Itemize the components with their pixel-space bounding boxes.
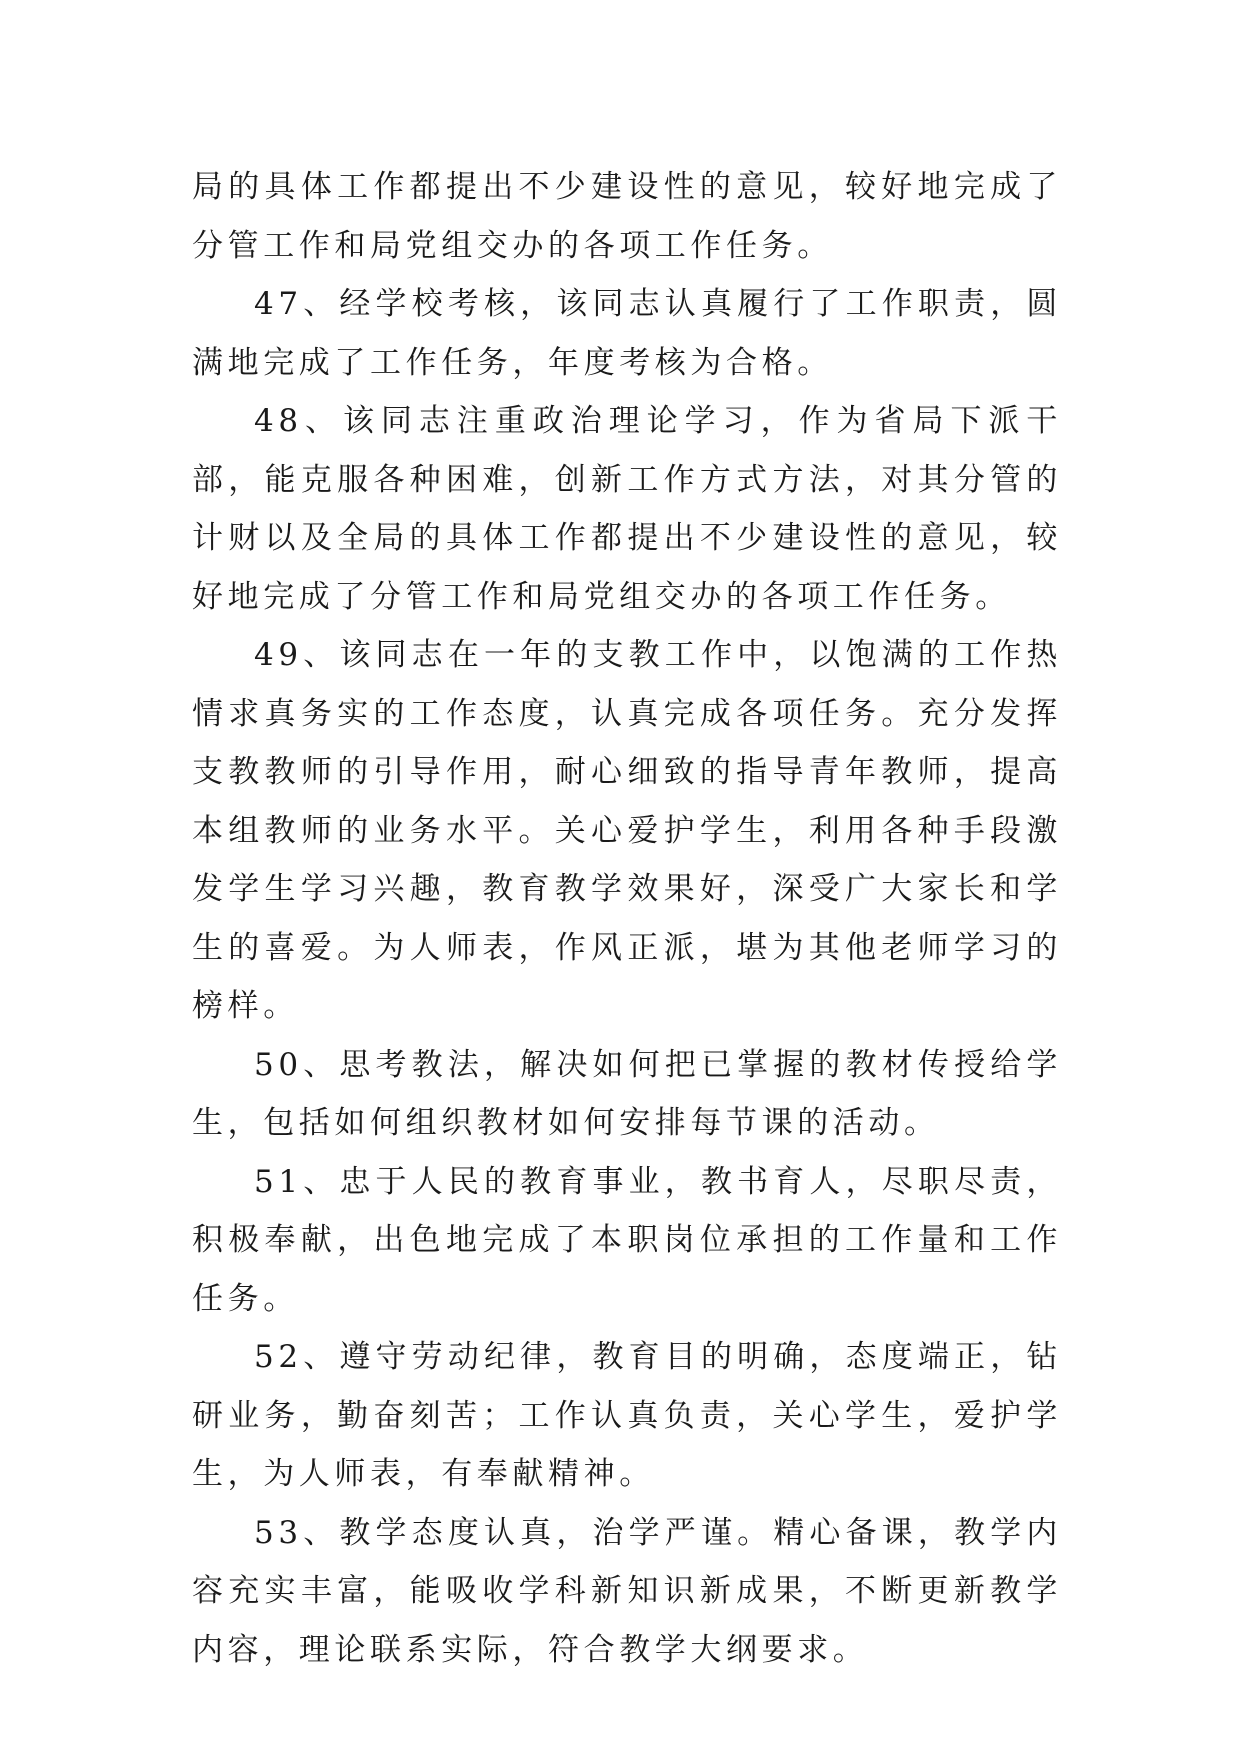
paragraph-48: 48、该同志注重政治理论学习，作为省局下派干部，能克服各种困难，创新工作方式方法，对其分管的计财以及全局的具体工作都提出不少建设性的意见，较好地完成了分管工作和局党组交办的各项工作任务。	[192, 403, 1062, 615]
paragraph-53: 53、教学态度认真，治学严谨。精心备课，教学内容充实丰富，能吸收学科新知识新成果，不断更新教学内容，理论联系实际，符合教学大纲要求。	[192, 1514, 1062, 1668]
document-body	[192, 158, 1062, 1679]
paragraph-continuation: 局的具体工作都提出不少建设性的意见，较好地完成了分管工作和局党组交办的各项工作任务。	[192, 169, 1062, 264]
paragraph-51: 51、忠于人民的教育事业，教书育人，尽职尽责，积极奉献，出色地完成了本职岗位承担的工作量和工作任务。	[192, 1163, 1062, 1317]
paragraph-52: 52、遵守劳动纪律，教育目的明确，态度端正，钻研业务，勤奋刻苦；工作认真负责，关心学生，爱护学生，为人师表，有奉献精神。	[192, 1339, 1062, 1492]
paragraph-50: 50、思考教法，解决如何把已掌握的教材传授给学生，包括如何组织教材如何安排每节课的活动。	[192, 1046, 1062, 1141]
paragraph-47: 47、经学校考核，该同志认真履行了工作职责，圆满地完成了工作任务，年度考核为合格。	[192, 286, 1062, 381]
paragraph-49: 49、该同志在一年的支教工作中，以饱满的工作热情求真务实的工作态度，认真完成各项任务。充分发挥支教教师的引导作用，耐心细致的指导青年教师，提高本组教师的业务水平。关心爱护学生，利用各种手段激发学生学习兴趣，教育教学效果好，深受广大家长和学生的喜爱。为人师表，作风正派，堪为其他老师学习的榜样。	[192, 637, 1062, 1024]
